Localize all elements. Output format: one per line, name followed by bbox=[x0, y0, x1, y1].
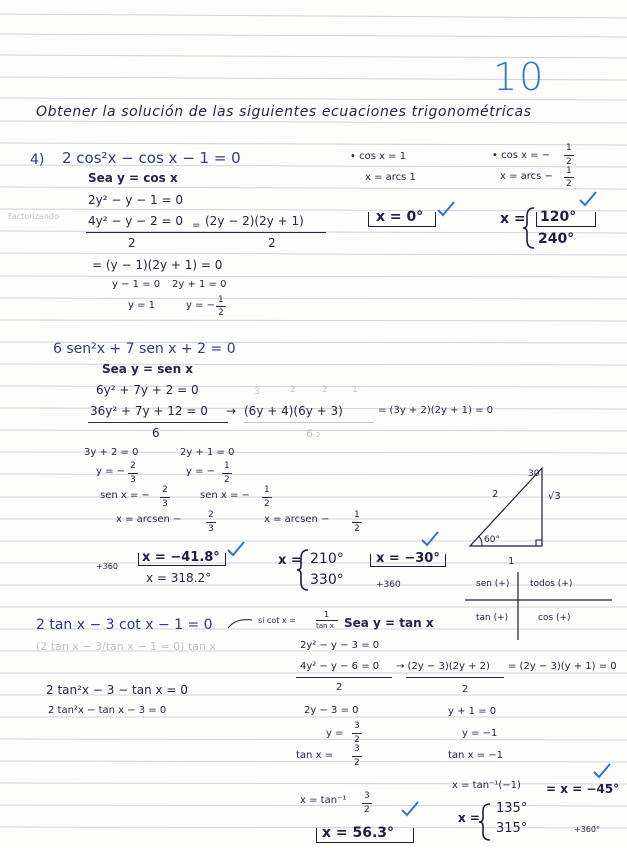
triangle-angle: 60° bbox=[484, 535, 500, 545]
problem3-line2: 2 tan²x − 3 − tan x = 0 bbox=[46, 683, 188, 697]
fraction-bar bbox=[88, 422, 228, 423]
problem3-right3-a: 2y − 3 = 0 bbox=[304, 705, 359, 716]
problem3-right5-b: tan x = −1 bbox=[448, 750, 503, 761]
problem3-r7-2: 315° bbox=[496, 821, 528, 836]
caseB-den: 2 bbox=[566, 157, 572, 167]
pencil-mark: 2 bbox=[322, 385, 328, 395]
pencil-mark: 6 bbox=[306, 427, 313, 440]
problem1-line5-b: y = − bbox=[186, 300, 216, 311]
problem2-line6-a-den: 3 bbox=[208, 524, 214, 534]
problem2-line3-b: 2y + 1 = 0 bbox=[180, 447, 235, 458]
problem2-equation: 6 sen²x + 7 sen x + 2 = 0 bbox=[53, 341, 236, 357]
fraction-bar bbox=[352, 522, 362, 523]
problem3-right6-a-den: 2 bbox=[364, 805, 370, 815]
check-icon bbox=[578, 190, 598, 208]
triangle-side: √3 bbox=[548, 491, 561, 502]
problem3-r7-1: 135° bbox=[496, 801, 528, 816]
problem2-line4-a-den: 3 bbox=[130, 475, 136, 485]
problem2-line6-b-den: 2 bbox=[354, 524, 360, 534]
problem1-line2-a: 4y² − y − 2 = 0 bbox=[88, 214, 183, 228]
fraction-bar bbox=[564, 155, 574, 156]
caseB-title: • cos x = − bbox=[492, 150, 551, 161]
quadrant-q3: tan (+) bbox=[476, 613, 509, 623]
problem1-line4-b: 2y + 1 = 0 bbox=[172, 279, 227, 290]
fraction-bar bbox=[206, 522, 216, 523]
fraction-bar bbox=[86, 232, 326, 233]
problem2-line6-b: x = arcsen − bbox=[264, 514, 330, 525]
arrow-icon bbox=[226, 616, 256, 630]
problem2-line5-b-num: 1 bbox=[264, 485, 270, 495]
quadrant-q2: todos (+) bbox=[530, 579, 573, 589]
page-number: 10 bbox=[493, 55, 546, 99]
pencil-mark: 1 bbox=[352, 385, 358, 395]
problem2-line5-a-den: 3 bbox=[162, 499, 168, 509]
result-box bbox=[316, 825, 414, 843]
check-icon bbox=[226, 540, 246, 558]
check-icon bbox=[420, 530, 440, 548]
problem2-line4-a: y = − bbox=[96, 466, 126, 477]
problem2-line6-a-num: 2 bbox=[208, 510, 214, 520]
triangle-top-angle: 30 bbox=[528, 469, 540, 479]
problem1-line1: 2y² − y − 1 = 0 bbox=[88, 193, 183, 207]
problem2-resA2: x = 318.2° bbox=[146, 571, 212, 585]
problem1-equation: 2 cos²x − cos x − 1 = 0 bbox=[62, 149, 241, 167]
problem3-right4-b: y = −1 bbox=[462, 728, 498, 739]
fraction-bar bbox=[362, 803, 372, 804]
problem2-line2-a: 36y² + 7y + 12 = 0 bbox=[90, 404, 208, 418]
problem1-line5-b-den: 2 bbox=[218, 308, 224, 318]
problem2-line1: 6y² + 7y + 2 = 0 bbox=[96, 383, 199, 397]
problem2-line6-a: x = arcsen − bbox=[116, 514, 182, 525]
fraction-bar bbox=[352, 756, 362, 757]
problem1-substitution: Sea y = cos x bbox=[88, 171, 178, 185]
fraction-bar bbox=[216, 306, 226, 307]
problem2-line5-a-num: 2 bbox=[162, 485, 168, 495]
caseA-step: x = arcs 1 bbox=[365, 172, 416, 183]
problem2-line2-b: (6y + 4)(6y + 3) bbox=[244, 404, 343, 418]
caseA-title: • cos x = 1 bbox=[350, 151, 407, 162]
brace-icon bbox=[522, 206, 536, 250]
problem2-line2-c: = (3y + 2)(2y + 1) = 0 bbox=[378, 405, 494, 416]
margin-note: Factorizando bbox=[8, 212, 59, 221]
caseB-r1: 120° bbox=[540, 209, 577, 225]
problem1-den-b: 2 bbox=[268, 236, 276, 250]
problem3-right6-a: x = tan⁻¹ bbox=[300, 795, 347, 806]
problem2-line5-b-den: 2 bbox=[264, 499, 270, 509]
triangle-base: 1 bbox=[508, 556, 515, 567]
problem2-note: +360 bbox=[96, 562, 118, 571]
problem2-line4-a-num: 2 bbox=[130, 461, 136, 471]
problem3-right2-c: = (2y − 3)(y + 1) = 0 bbox=[508, 661, 617, 672]
result-box bbox=[138, 550, 226, 566]
problem3-hint: si cot x = bbox=[258, 616, 296, 625]
problem2-line4-b: y = − bbox=[186, 466, 216, 477]
quadrant-q1: sen (+) bbox=[476, 579, 510, 589]
caseB-step: x = arcs − bbox=[500, 171, 553, 182]
problem3-pencil-line: (2 tan x − 3/tan x − 1 = 0) tan x bbox=[36, 640, 217, 653]
problem3-right6-a-num: 3 bbox=[364, 791, 370, 801]
problem3-right4-a: y = bbox=[326, 728, 344, 739]
problem3-final: x = 56.3° bbox=[322, 825, 395, 841]
fraction-bar bbox=[222, 473, 232, 474]
fraction-bar bbox=[316, 620, 338, 621]
problem2-line6-b-num: 1 bbox=[354, 510, 360, 520]
pencil-mark: 2 bbox=[290, 385, 296, 395]
problem3-hint-den: tan x bbox=[316, 622, 334, 630]
brace-icon bbox=[478, 802, 492, 842]
problem3-den-b: 2 bbox=[462, 684, 469, 695]
check-icon bbox=[400, 800, 420, 818]
problem2-line3-a: 3y + 2 = 0 bbox=[84, 447, 139, 458]
fraction-bar bbox=[296, 677, 392, 678]
problem1-line2-b: (2y − 2)(2y + 1) bbox=[205, 214, 304, 228]
problem1-line3: = (y − 1)(2y + 1) = 0 bbox=[92, 258, 223, 272]
result-box bbox=[536, 209, 596, 227]
problem1-line5-b-num: 1 bbox=[218, 295, 224, 305]
problem3-right5-a-num: 3 bbox=[354, 744, 360, 754]
brace-icon bbox=[296, 548, 310, 592]
caseB-r2: 240° bbox=[538, 231, 575, 247]
problem3-right3-b: y + 1 = 0 bbox=[448, 706, 497, 717]
problem2-resB1: 210° bbox=[310, 551, 344, 567]
caseB-num: 1 bbox=[566, 143, 572, 153]
problem3-hint-num: 1 bbox=[324, 610, 330, 619]
fraction-bar bbox=[564, 177, 574, 178]
problem2-resB-note: +360 bbox=[376, 580, 401, 590]
problem3-right4-a-num: 3 bbox=[354, 721, 360, 731]
problem1-line2-eq: = bbox=[192, 220, 201, 231]
problem2-den: 6 bbox=[152, 426, 160, 440]
problem2-line4-b-num: 1 bbox=[224, 461, 230, 471]
problem2-resB3: x = −30° bbox=[376, 551, 440, 566]
pencil-mark: 3 bbox=[254, 387, 260, 397]
problem3-den-a: 2 bbox=[336, 682, 343, 693]
problem2-line2-arrow: → bbox=[226, 404, 237, 418]
pencil-mark: 2 bbox=[316, 431, 321, 439]
problem3-right6-b-result: = x = −45° bbox=[546, 782, 620, 796]
problem3-equation: 2 tan x − 3 cot x − 1 = 0 bbox=[36, 617, 213, 633]
problem3-r7-note: +360° bbox=[574, 825, 600, 834]
problem3-substitution: Sea y = tan x bbox=[344, 616, 434, 630]
problem2-resB-eq: x = bbox=[278, 553, 302, 568]
caseA-result: x = 0° bbox=[376, 209, 424, 225]
problem1-line4-a: y − 1 = 0 bbox=[112, 279, 161, 290]
quadrant-q4: cos (+) bbox=[538, 613, 571, 623]
caseB-step-den: 2 bbox=[566, 179, 572, 189]
fraction-bar bbox=[128, 473, 138, 474]
problem2-resA1: x = −41.8° bbox=[142, 550, 220, 565]
fraction-bar bbox=[244, 422, 374, 423]
problem1-den-a: 2 bbox=[128, 236, 136, 250]
problem3-line3: 2 tan²x − tan x − 3 = 0 bbox=[48, 705, 167, 716]
page-title: Obtener la solución de las siguientes ecuaciones trigonométricas bbox=[36, 104, 532, 120]
problem2-substitution: Sea y = sen x bbox=[102, 362, 194, 376]
caseB-step-num: 1 bbox=[566, 166, 572, 176]
fraction-bar bbox=[160, 497, 170, 498]
fraction-bar bbox=[406, 677, 504, 678]
fraction-bar bbox=[262, 497, 272, 498]
problem2-resB2: 330° bbox=[310, 572, 344, 588]
problem3-right6-b: x = tan⁻¹(−1) bbox=[452, 780, 521, 791]
problem3-right5-a: tan x = bbox=[296, 750, 334, 761]
fraction-bar bbox=[352, 733, 362, 734]
problem3-right2-a: 4y² − y − 6 = 0 bbox=[300, 661, 380, 672]
problem3-right4-a-den: 2 bbox=[354, 735, 360, 745]
caseB-eq: x = bbox=[500, 211, 526, 227]
check-icon bbox=[592, 762, 612, 780]
problem2-line5-b: sen x = − bbox=[200, 490, 250, 501]
result-box bbox=[370, 551, 446, 567]
check-icon bbox=[436, 200, 456, 218]
problem3-right1: 2y² − y − 3 = 0 bbox=[300, 640, 380, 651]
triangle-hypotenuse: 2 bbox=[492, 489, 499, 500]
problem2-line4-b-den: 2 bbox=[224, 475, 230, 485]
problem3-right5-a-den: 2 bbox=[354, 758, 360, 768]
problem1-line5-a: y = 1 bbox=[128, 300, 156, 311]
problem1-label: 4) bbox=[30, 152, 45, 168]
problem2-line5-a: sen x = − bbox=[100, 490, 150, 501]
problem3-r7-eq: x = bbox=[458, 811, 480, 825]
problem3-right2-b: → (2y − 3)(2y + 2) bbox=[396, 661, 490, 672]
result-box bbox=[368, 209, 436, 227]
